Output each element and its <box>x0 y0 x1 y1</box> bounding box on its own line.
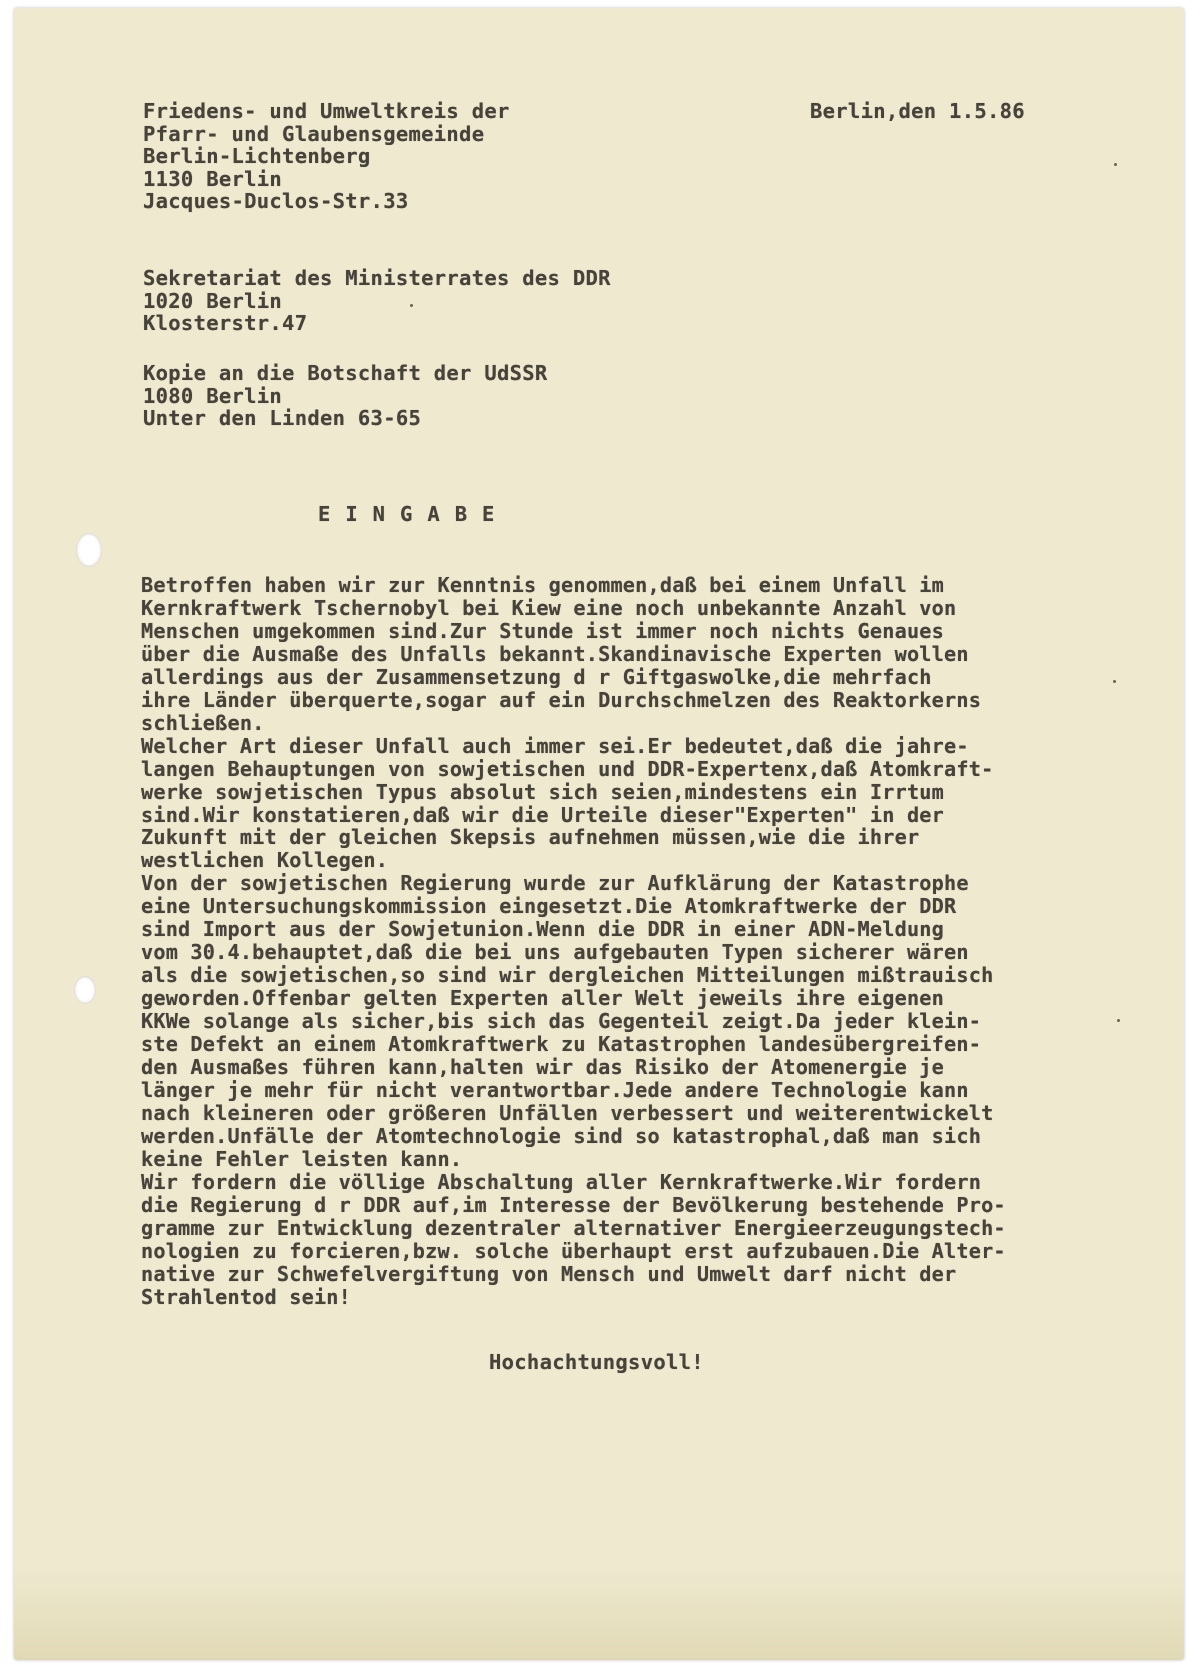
recipient-address: Sekretariat des Ministerrates des DDR 1020 Berlin Klosterstr.47 <box>143 266 611 336</box>
punch-hole <box>76 533 102 567</box>
copy-recipient-address: Kopie an die Botschaft der UdSSR 1080 Berlin Unter den Linden 63-65 <box>143 361 548 431</box>
sender-address: Friedens- und Umweltkreis der Pfarr- und Glaubensgemeinde Berlin-Lichtenberg 1130 Berlin Jacques-Duclos-Str.33 <box>143 99 510 214</box>
punch-hole <box>74 976 96 1004</box>
letter-closing: Hochachtungsvoll! <box>489 1350 704 1374</box>
letter-date: Berlin,den 1.5.86 <box>810 99 1025 123</box>
ink-speck <box>1113 680 1116 683</box>
ink-speck <box>1114 163 1117 166</box>
ink-speck <box>1117 1019 1120 1022</box>
letter-heading: EINGABE <box>318 502 510 526</box>
letter-body: Betroffen haben wir zur Kenntnis genommen,daß bei einem Unfall im Kernkraftwerk Tschernobyl bei Kiew eine noch unbekannte Anzahl von Menschen umgekommen sind.Zur Stunde ist immer noch nichts Genaues über die Ausmaße des Unfalls bekannt.Skandinavische Experten wollen allerdings aus der Zusammensetzung d r Giftgaswolke,die mehrfach ihre Länder überquerte,sogar auf ein Durchschmelzen des Reaktorkerns schließen. Welcher Art dieser Unfall auch immer sei.Er bedeutet,daß die jahre- langen Behauptungen von sowjetischen und DDR-Expertenx,daß Atomkraft- werke sowjetischen Typus absolut sich seien,mindestens ein Irrtum sind.Wir konstatieren,daß wir die Urteile dieser"Experten" in der Zukunft mit der gleichen Skepsis aufnehmen müssen,wie die ihrer westlichen Kollegen. Von der sowjetischen Regierung wurde zur Aufklärung der Katastrophe eine Untersuchungskommission eingesetzt.Die Atomkraftwerke der DDR sind Import aus der Sowjetunion.Wenn die DDR in einer ADN-Meldung vom 30.4.behauptet,daß die bei uns aufgebauten Typen sicherer wären als die sowjetischen,so sind wir dergleichen Mitteilungen mißtrauisch geworden.Offenbar gelten Experten aller Welt jeweils ihre eigenen KKWe solange als sicher,bis sich das Gegenteil zeigt.Da jeder klein- ste Defekt an einem Atomkraftwerk zu Katastrophen landesübergreifen- den Ausmaßes führen kann,halten wir das Risiko der Atomenergie je länger je mehr für nicht verantwortbar.Jede andere Technologie kann nach kleineren oder größeren Unfällen verbessert und weiterentwickelt werden.Unfälle der Atomtechnologie sind so katastrophal,daß man sich keine Fehler leisten kann. Wir fordern die völlige Abschaltung aller Kernkraftwerke.Wir fordern die Regierung d r DDR auf,im Interesse der Bevölkerung bestehende Pro- gramme zur Entwicklung dezentraler alternativer Energieerzeugungstech- nologien zu forcieren,bzw. solche überhaupt erst aufzubauen.Die Alter- native zur Schwefelvergiftung von Mensch und Umwelt darf nicht der Strahlentod sein! <box>141 573 1006 1309</box>
